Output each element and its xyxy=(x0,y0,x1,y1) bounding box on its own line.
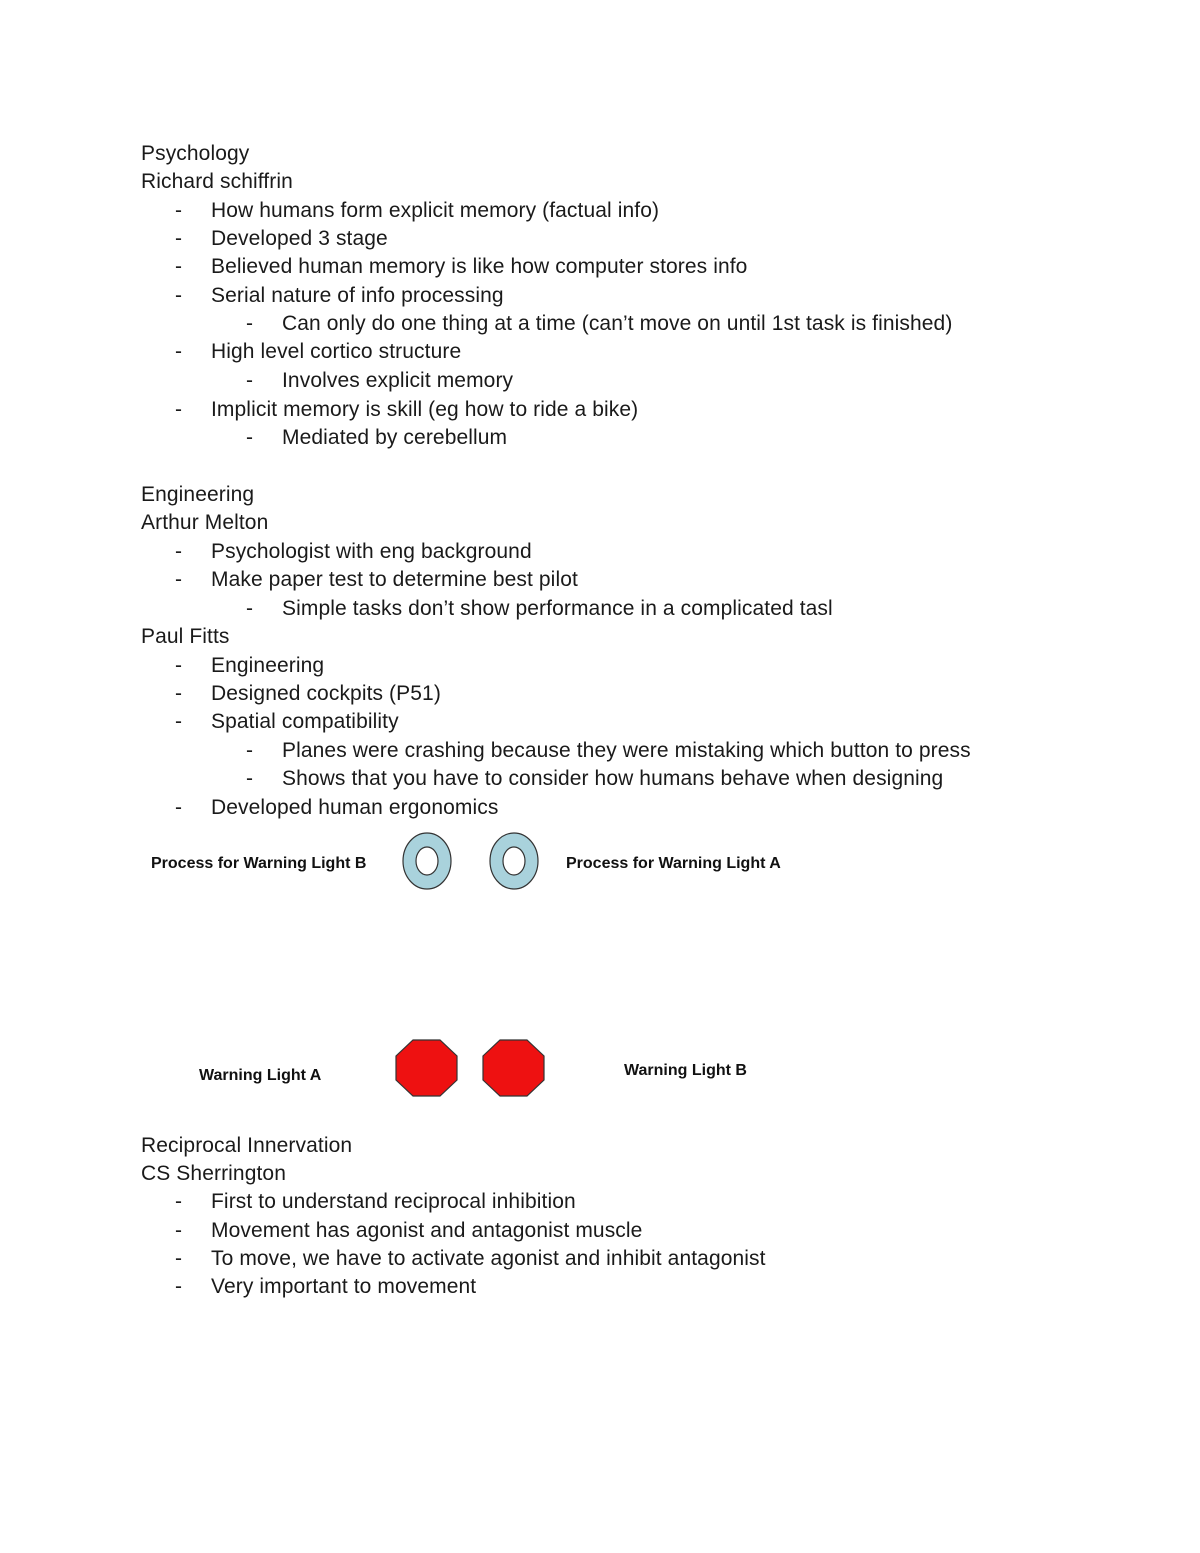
process-warning-light-b-label: Process for Warning Light B xyxy=(151,855,367,872)
bullet-dash: - xyxy=(175,1247,183,1270)
bullet-dash: - xyxy=(175,568,183,591)
section-title-reciprocal: Reciprocal Innervation xyxy=(141,1134,353,1157)
section-title-engineering: Engineering xyxy=(141,483,255,506)
section-title-psychology: Psychology xyxy=(141,142,250,165)
bullet-dash: - xyxy=(175,227,183,250)
person-name: Arthur Melton xyxy=(141,511,269,534)
bullet-dash: - xyxy=(175,398,183,421)
person-name: CS Sherrington xyxy=(141,1162,286,1185)
person-name: Richard schiffrin xyxy=(141,170,293,193)
bullet-dash: - xyxy=(246,369,254,392)
warning-light-icon xyxy=(482,1039,545,1097)
bullet-dash: - xyxy=(175,710,183,733)
bullet-dash: - xyxy=(175,1190,183,1213)
process-ring-icon xyxy=(487,831,541,891)
bullet-dash: - xyxy=(175,199,183,222)
bullet-dash: - xyxy=(246,426,254,449)
bullet-dash: - xyxy=(175,1219,183,1242)
bullet-dash: - xyxy=(246,597,254,620)
bullet-dash: - xyxy=(246,767,254,790)
bullet-dash: - xyxy=(175,682,183,705)
bullet-dash: - xyxy=(246,739,254,762)
process-warning-light-a-label: Process for Warning Light A xyxy=(566,855,781,872)
process-ring-icon xyxy=(400,831,454,891)
person-name: Paul Fitts xyxy=(141,625,230,648)
bullet-dash: - xyxy=(246,312,254,335)
bullet-dash: - xyxy=(175,284,183,307)
bullet-dash: - xyxy=(175,654,183,677)
warning-light-b-label: Warning Light B xyxy=(624,1062,747,1079)
bullet-dash: - xyxy=(175,340,183,363)
bullet-dash: - xyxy=(175,796,183,819)
warning-light-icon xyxy=(395,1039,458,1097)
warning-light-a-label: Warning Light A xyxy=(199,1067,322,1084)
bullet-dash: - xyxy=(175,255,183,278)
bullet-dash: - xyxy=(175,540,183,563)
bullet-dash: - xyxy=(175,1275,183,1298)
